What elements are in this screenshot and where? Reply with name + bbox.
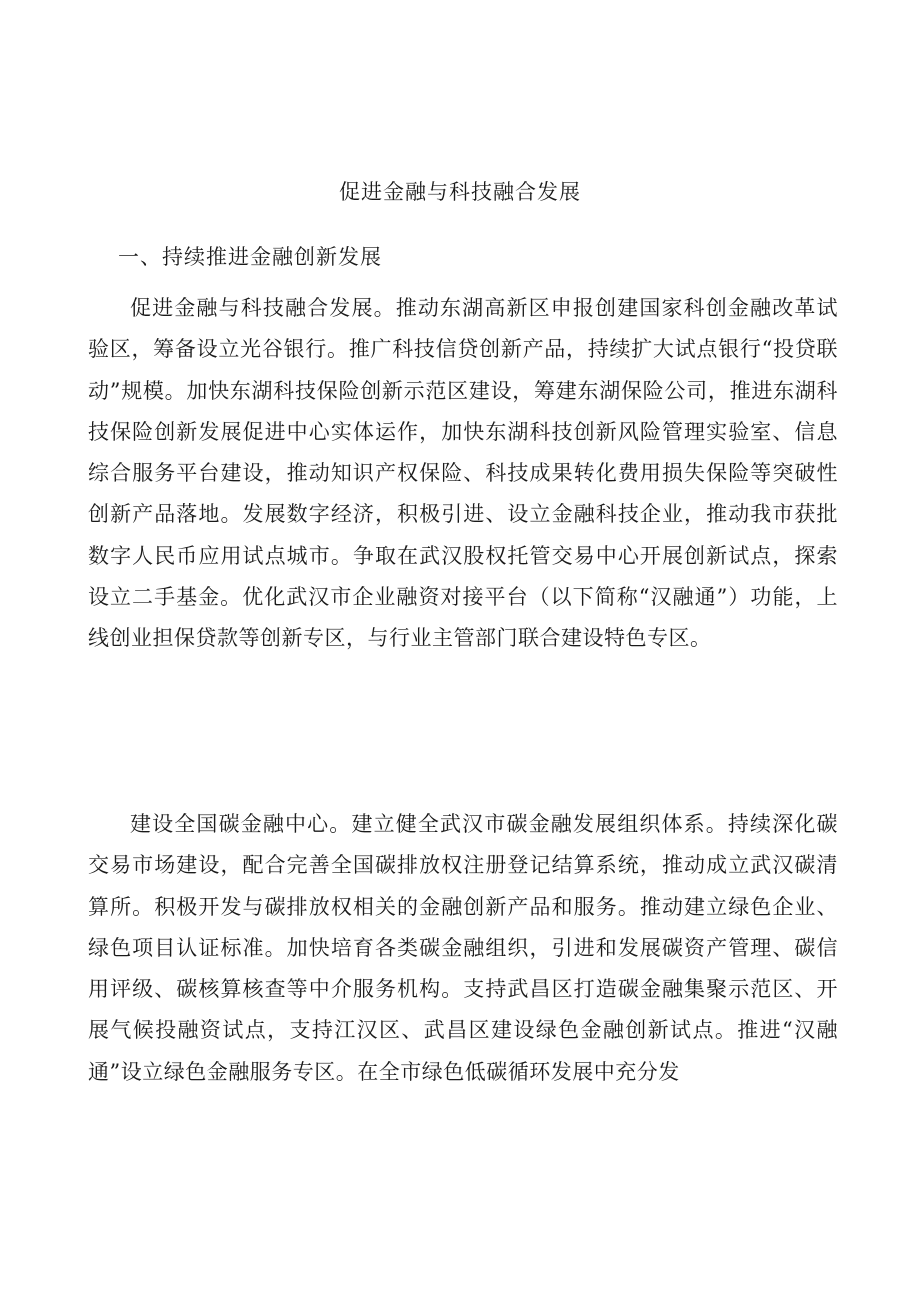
body-paragraph-carbon-finance: 建设全国碳金融中心。建立健全武汉市碳金融发展组织体系。持续深化碳交易市场建设，配合完善全国碳排放权注册登记结算系统，推动成立武汉碳清算所。积极开发与碳排放权相关的金融创新产品和服务。推动建立绿色企业、绿色项目认证标准。加快培育各类碳金融组织，引进和发展碳资产管理、碳信用评级、碳核算核查等中介服务机构。支持武昌区打造碳金融集聚示范区、开展气候投融资试点，支持江汉区、武昌区建设绿色金融创新试点。推进“汉融通”设立绿色金融服务专区。在全市绿色低碳循环发展中充分发 xyxy=(88,812,838,1084)
document-title: 促进金融与科技融合发展 xyxy=(339,180,581,204)
section-heading: 一、持续推进金融创新发展 xyxy=(118,245,382,269)
body-paragraph-fintech: 促进金融与科技融合发展。推动东湖高新区申报创建国家科创金融改革试验区，筹备设立光谷银行。推广科技信贷创新产品，持续扩大试点银行“投贷联动”规模。加快东湖科技保险创新示范区建设，筹建东湖保险公司，推进东湖科技保险创新发展促进中心实体运作，加快东湖科技创新风险管理实验室、信息综合服务平台建设，推动知识产权保险、科技成果转化费用损失保险等突破性创新产品落地。发展数字经济，积极引进、设立金融科技企业，推动我市获批数字人民币应用试点城市。争取在武汉股权托管交易中心开展创新试点，探索设立二手基金。优化武汉市企业融资对接平台（以下简称“汉融通”）功能，上线创业担保贷款等创新专区，与行业主管部门联合建设特色专区。 xyxy=(88,296,838,651)
